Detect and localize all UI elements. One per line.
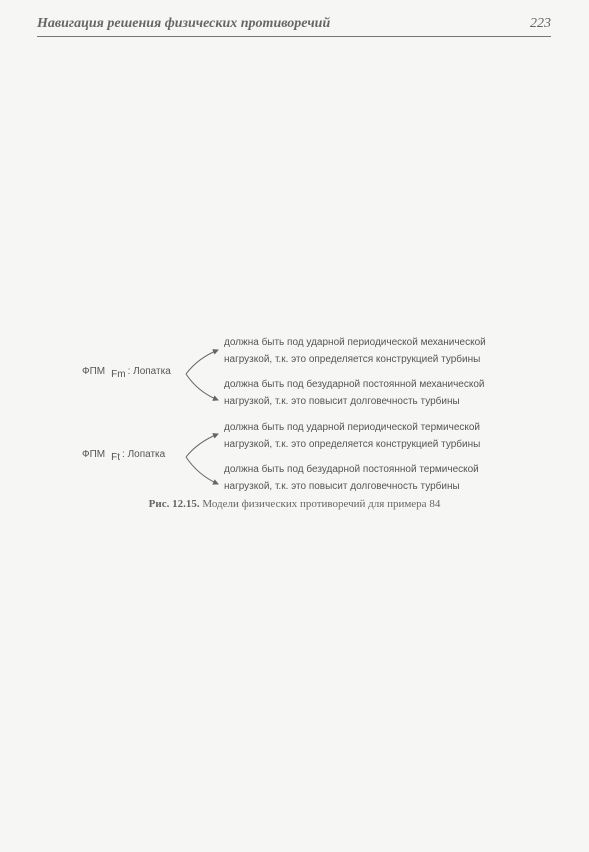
arrow-down-2	[186, 457, 218, 484]
model-subscript: Ft	[111, 452, 121, 463]
model-label-fm	[82, 366, 171, 380]
branch-text	[224, 376, 524, 410]
arrow-up-2	[186, 434, 218, 457]
model-prefix: ФПМ	[82, 366, 106, 377]
branch-text	[224, 461, 524, 495]
branch-line: должна быть под ударной периодической термической	[224, 422, 481, 433]
model-object: : Лопатка	[122, 449, 166, 460]
page-number: 223	[530, 16, 551, 31]
branch-text	[224, 334, 524, 368]
branch-line: должна быть под ударной периодической механической	[224, 337, 486, 348]
branch-line: нагрузкой, т.к. это определяется конструкцией турбины	[224, 439, 481, 450]
figure-number: Рис. 12.15.	[148, 498, 200, 510]
model-label-ft	[82, 449, 166, 463]
running-title: Навигация решения физических противоречий	[37, 16, 331, 31]
branch-line: должна быть под безударной постоянной механической	[224, 379, 485, 390]
model-object: : Лопатка	[127, 366, 171, 377]
branch-text	[224, 419, 524, 453]
figure-caption	[0, 498, 589, 510]
arrow-down-1	[186, 374, 218, 400]
branch-line: нагрузкой, т.к. это повысит долговечность турбины	[224, 481, 460, 492]
arrow-up-1	[186, 350, 218, 374]
branch-line: нагрузкой, т.к. это определяется конструкцией турбины	[224, 354, 481, 365]
figure-caption-text: Модели физических противоречий для примера 84	[202, 498, 441, 510]
branch-line: нагрузкой, т.к. это повысит долговечность турбины	[224, 396, 460, 407]
model-subscript: Fm	[111, 369, 126, 380]
branch-line: должна быть под безударной постоянной термической	[224, 464, 479, 475]
model-prefix: ФПМ	[82, 449, 106, 460]
